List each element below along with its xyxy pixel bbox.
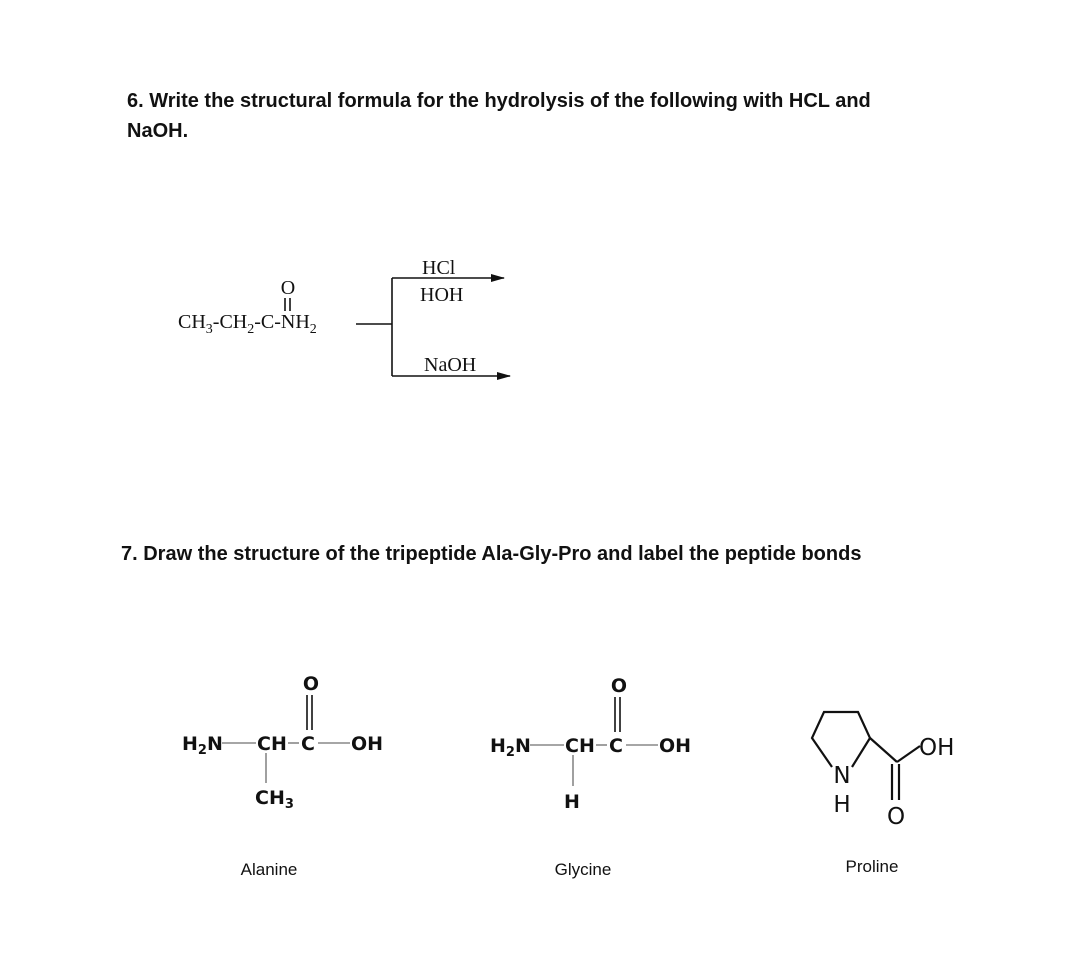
glycine-amino-group: $H_2N$ <box>490 735 531 760</box>
proline-ring <box>812 712 870 767</box>
alanine-alpha-carbon: CH <box>257 733 287 755</box>
amide-oxygen: O <box>280 277 296 299</box>
alanine-amino-group: $H_2N$ <box>182 733 223 758</box>
alanine-hydroxyl: OH <box>351 733 384 755</box>
reagent-hoh: HOH <box>420 284 464 306</box>
proline-nitrogen: N <box>833 763 851 789</box>
glycine-hydroxyl: OH <box>659 735 692 757</box>
glycine-hydrogen: H <box>564 791 580 813</box>
glycine-carboxyl-carbon: C <box>609 735 623 757</box>
alanine-methyl: $CH_3$ <box>255 787 294 812</box>
proline-c-oh-bond <box>897 746 920 762</box>
alanine-caption: Alanine <box>240 860 298 879</box>
question-6-line-2: NaOH. <box>127 120 189 142</box>
proline-structure <box>812 712 954 876</box>
glycine-alpha-carbon: CH <box>565 735 595 757</box>
glycine-caption: Glycine <box>554 860 612 879</box>
reagent-naoh: NaOH <box>424 354 477 376</box>
alanine-carboxyl-carbon: C <box>301 733 315 755</box>
glycine-carbonyl-oxygen: O <box>610 675 628 697</box>
amide-formula: $CH_3-CH_2-C-NH_2$ <box>178 311 317 337</box>
glycine-structure <box>490 675 691 879</box>
proline-hydroxyl: OH <box>919 735 955 761</box>
reagent-hcl: HCl <box>422 257 456 279</box>
question-7: 7. Draw the structure of the tripeptide Ala-Gly-Pro and label the peptide bonds <box>121 543 862 565</box>
alanine-carbonyl-oxygen: O <box>302 673 320 695</box>
amide-structure <box>178 277 317 337</box>
proline-amine-hydrogen: H <box>833 792 851 818</box>
question-6-line-1: 6. Write the structural formula for the hydrolysis of the following with HCL and <box>127 90 871 112</box>
proline-ca-carboxyl-bond <box>870 738 897 762</box>
alanine-structure <box>182 673 383 879</box>
proline-carbonyl-oxygen: O <box>886 804 906 830</box>
reaction-arrows <box>356 257 510 376</box>
proline-caption: Proline <box>845 857 899 876</box>
